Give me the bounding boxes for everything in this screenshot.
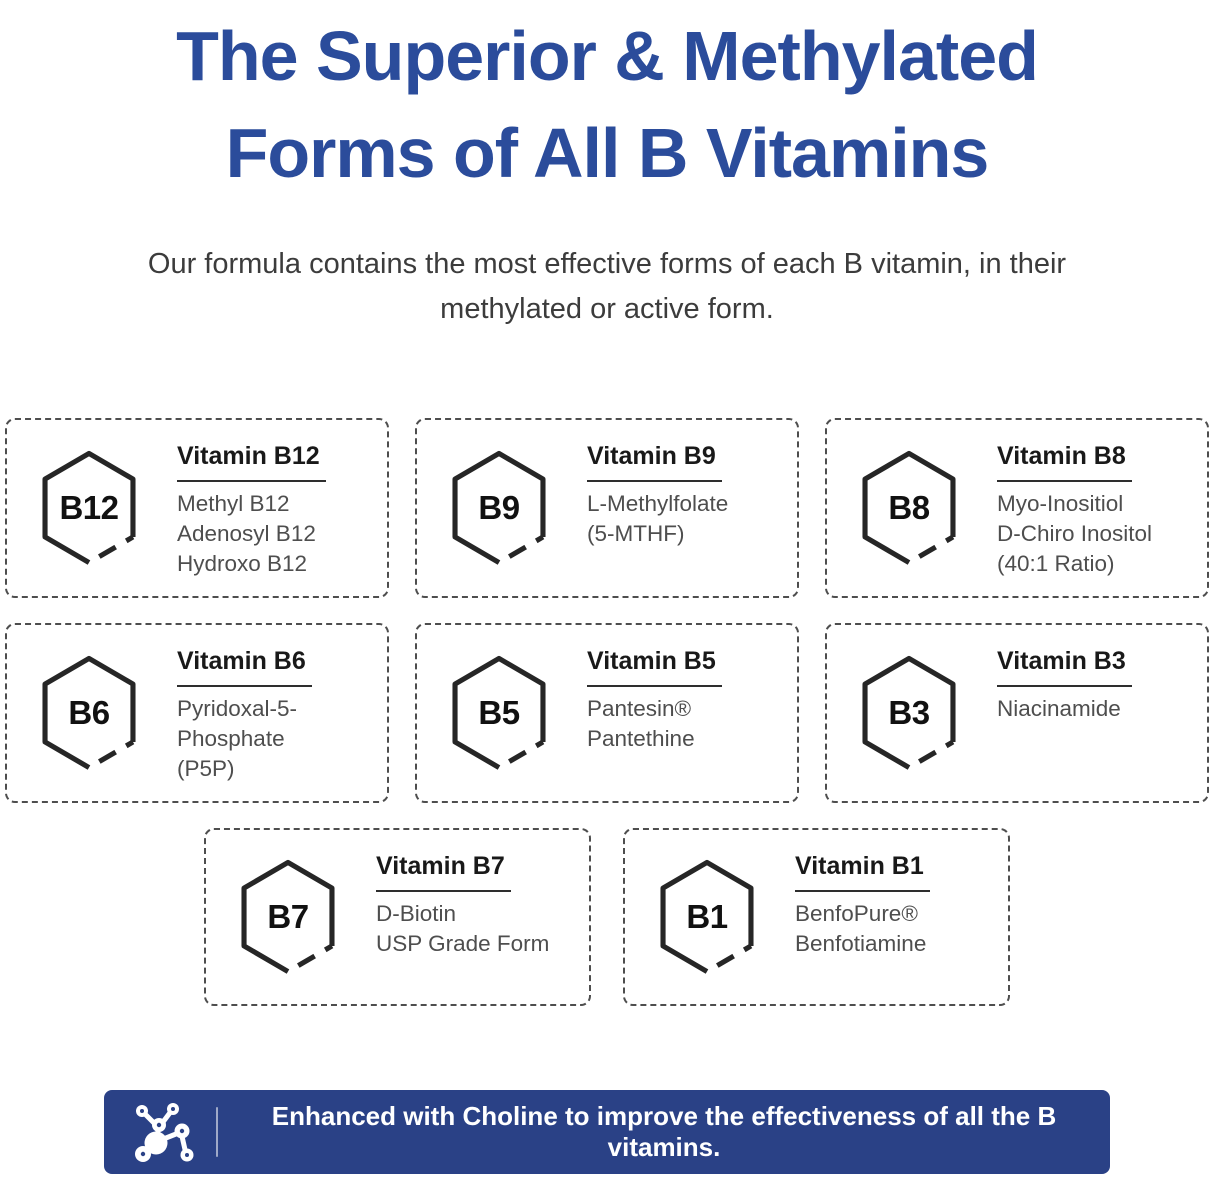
card-line: Benfotiamine (795, 931, 927, 956)
card-title: Vitamin B7 (376, 852, 511, 892)
card-text-block (795, 852, 998, 959)
card-title: Vitamin B5 (587, 647, 722, 687)
badge-label: B5 (478, 694, 520, 731)
vitamin-card-b5 (415, 623, 799, 803)
page-title-line2: Forms of All B Vitamins (225, 114, 989, 192)
badge-label: B6 (68, 694, 110, 731)
vitamin-card-b3 (825, 623, 1209, 803)
badge-label: B3 (888, 694, 930, 731)
card-text-block (177, 442, 377, 579)
card-line: Methyl B12 (177, 491, 290, 516)
vitamin-card-grid (0, 418, 1214, 1006)
badge-label: B12 (59, 489, 119, 526)
card-text-block (997, 442, 1197, 579)
card-title: Vitamin B6 (177, 647, 312, 687)
card-title: Vitamin B12 (177, 442, 326, 482)
card-lines (376, 899, 579, 959)
card-lines (997, 694, 1197, 724)
card-line: (40:1 Ratio) (997, 551, 1115, 576)
page-subtitle: Our formula contains the most effective forms of each B vitamin, in their methylated or active form. (147, 248, 1067, 325)
vitamin-card-b7 (204, 828, 591, 1006)
badge-label: B8 (888, 489, 930, 526)
card-title: Vitamin B9 (587, 442, 722, 482)
card-line: (P5P) (177, 756, 235, 781)
card-line: D-Biotin (376, 901, 457, 926)
hexagon-badge-icon (232, 858, 344, 976)
vitamin-card-b8 (825, 418, 1209, 598)
banner-text: Enhanced with Choline to improve the effectiveness of all the B vitamins. (271, 1101, 1057, 1162)
card-line: L-Methylfolate (587, 491, 729, 516)
card-line: Hydroxo B12 (177, 551, 308, 576)
card-lines (587, 489, 787, 549)
card-lines (587, 694, 787, 754)
hexagon-badge-icon (33, 449, 145, 567)
infographic-page (0, 8, 1214, 1174)
vitamin-card-b9 (415, 418, 799, 598)
choline-banner (104, 1090, 1110, 1174)
card-line: BenfoPure® (795, 901, 918, 926)
hexagon-badge-icon (443, 654, 555, 772)
card-title: Vitamin B3 (997, 647, 1132, 687)
badge-label: B1 (686, 898, 728, 935)
card-row-2 (5, 623, 1209, 803)
card-text-block (376, 852, 579, 959)
card-text-block (587, 647, 787, 754)
page-title (0, 8, 1214, 202)
card-title: Vitamin B8 (997, 442, 1132, 482)
card-line: Pantesin® (587, 696, 692, 721)
card-line: Niacinamide (997, 696, 1121, 721)
hexagon-badge-icon (853, 654, 965, 772)
card-line: Pyridoxal-5-Phosphate (177, 696, 298, 751)
molecule-icon (130, 1100, 206, 1164)
card-line: Myo-Inositiol (997, 491, 1124, 516)
badge-label: B7 (267, 898, 309, 935)
card-row-3 (5, 828, 1209, 1006)
card-text-block (177, 647, 377, 784)
hexagon-badge-icon (33, 654, 145, 772)
card-line: USP Grade Form (376, 931, 550, 956)
hexagon-badge-icon (853, 449, 965, 567)
card-line: (5-MTHF) (587, 521, 685, 546)
vitamin-card-b1 (623, 828, 1010, 1006)
card-title: Vitamin B1 (795, 852, 930, 892)
card-text-block (587, 442, 787, 549)
card-line: Pantethine (587, 726, 695, 751)
hexagon-badge-icon (443, 449, 555, 567)
card-line: Adenosyl B12 (177, 521, 316, 546)
card-text-block (997, 647, 1197, 724)
vitamin-card-b12 (5, 418, 389, 598)
vitamin-card-b6 (5, 623, 389, 803)
card-row-1 (5, 418, 1209, 598)
page-title-line1: The Superior & Methylated (176, 17, 1038, 95)
card-line: D-Chiro Inositol (997, 521, 1153, 546)
hexagon-badge-icon (651, 858, 763, 976)
card-lines (997, 489, 1197, 579)
badge-label: B9 (478, 489, 520, 526)
card-lines (795, 899, 998, 959)
card-lines (177, 489, 377, 579)
card-lines (177, 694, 377, 784)
